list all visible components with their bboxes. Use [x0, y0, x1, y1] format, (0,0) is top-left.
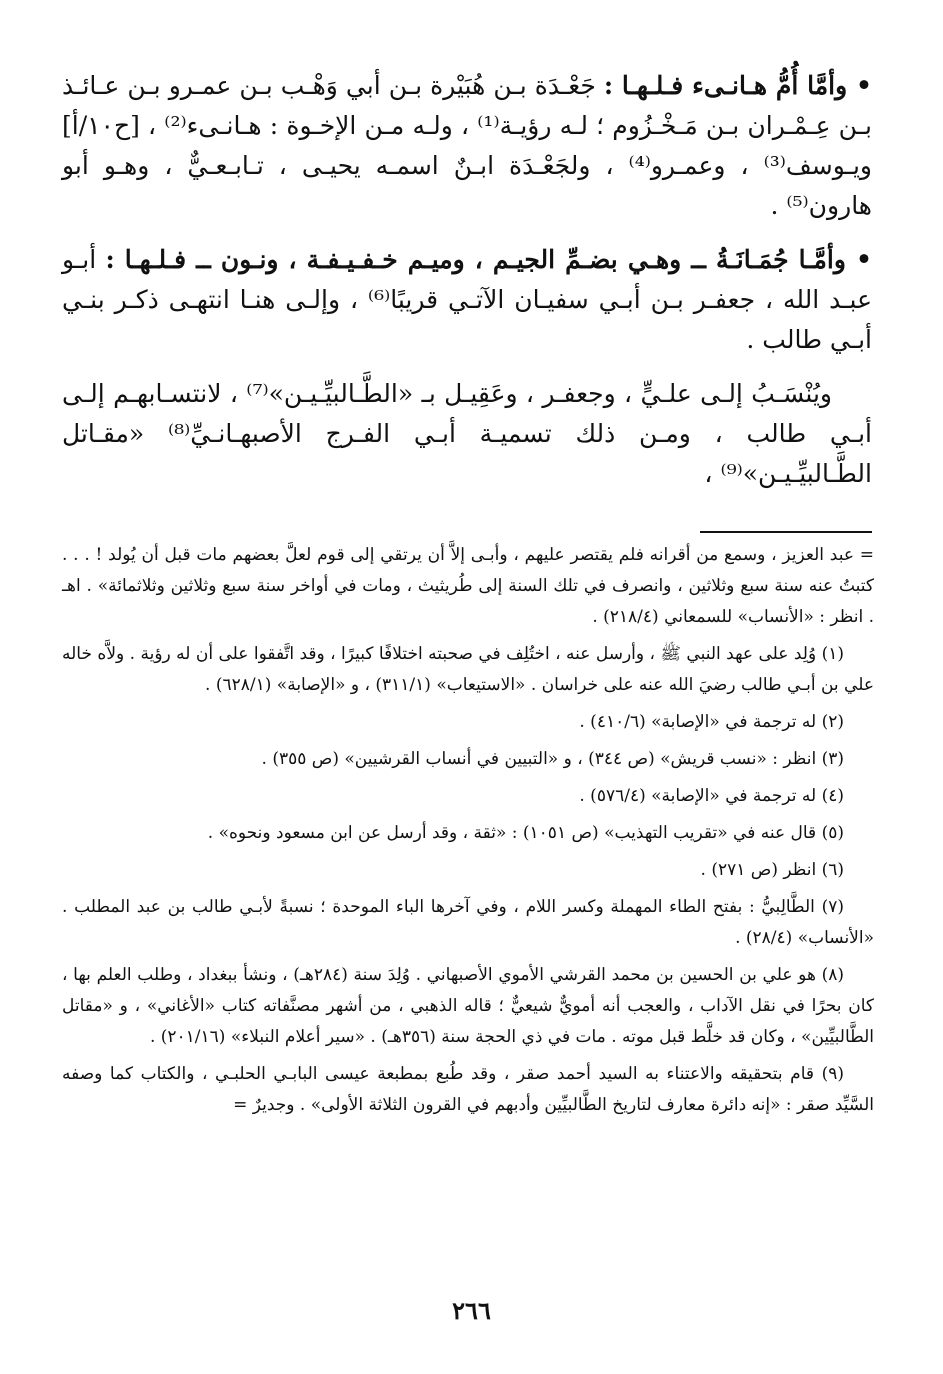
footnote-4: (٤) له ترجمة في «الإصابة» (٥٧٦/٤) . — [579, 786, 844, 806]
paragraph-body: ويُنْسَـبُ إلـى علـيٍّ ، وجعفـر ، وعَقِيـل بـ «الطَّـالبيِّـيـن»⁽⁷⁾ ، لانتسـابهـم إلـى أبـي طالب ، ومـن ذلك تسميـة أبـي الفـرج الأصبهـانـيِّ⁽⁸⁾ «مقـاتل الطَّـالبيِّـيـن»⁽⁹⁾ ، — [62, 379, 872, 488]
footnote-1: (١) وُلِد على عهد النبي ﷺ ، وأرسل عنه ، اختُلِف في صحبته اختلافًا كبيرًا ، وقد اتَّفقوا على أن له رؤية . ولاَّه خاله علي بن أبـي طالب رضيَ الله عنه على خراسان . «الاستيعاب» (٣١١/١) ، و «الإصابة» (٦٢٨/١) . — [62, 644, 874, 695]
footnote-2: (٢) له ترجمة في «الإصابة» (٤١٠/٦) . — [579, 712, 844, 732]
paragraph-talibiyyin — [62, 374, 872, 494]
footnote-5: (٥) قال عنه في «تقريب التهذيب» (ص ١٠٥١) : «ثقة ، وقد أرسل عن ابن مسعود ونحوه» . — [207, 823, 844, 843]
footnote-3: (٣) انظر : «نسب قريش» (ص ٣٤٤) ، و «التبيين في أنساب القرشيين» (ص ٣٥٥) . — [261, 749, 844, 769]
footnotes — [62, 540, 874, 1127]
paragraph-lead: • وأمَّـا جُمَـانَـةُ ــ وهـي بضـمِّ الجيـم ، وميـم خـفـيـفـة ، ونـون ــ فـلـهـا : — [105, 245, 872, 274]
paragraph-jumana — [62, 240, 872, 360]
footnote-6: (٦) انظر (ص ٢٧١) . — [700, 860, 844, 880]
page-number: ٢٦٦ — [452, 1296, 491, 1325]
paragraph-umm-hani — [62, 66, 872, 226]
footnote-8: (٨) هو علي بن الحسين بن محمد القرشي الأموي الأصبهاني . وُلِدَ سنة (٢٨٤هـ) ، ونشأ ببغداد ، وطلب العلم بها ، كان بحرًا في نقل الآداب ، والعجب أنه أمويٌّ شيعيٌّ ؛ قاله الذهبي ، من أشهر مصنَّفاته كتاب «الأغاني» ، و «مقاتل الطَّالبيِّين» ، وكان قد خلَّط قبل موته . مات في ذي الحجة سنة (٣٥٦هـ) . «سير أعلام النبلاء» (٢٠١/١٦) . — [62, 965, 874, 1047]
paragraph-lead: • وأمَّا أُمُّ هـانـىء فـلـهـا : — [603, 71, 872, 100]
footnote-9: (٩) قام بتحقيقه والاعتناء به السيد أحمد صقر ، وقد طُبع بمطبعة عيسى البابـي الحلبـي ، والكتاب كما وصفه السَّيِّد صقر : «إنه دائرة معارف لتاريخ الطَّالبيِّين وأدبهم في القرون الثلاثة الأولى» . وجديرٌ = — [62, 1064, 874, 1115]
footnote-separator — [700, 531, 872, 533]
footnote-7: (٧) الطَّالِبيُّ : بفتح الطاء المهملة وكسر اللام ، وفي آخرها الباء الموحدة ؛ نسبةً لأبـي طالب بن عبد المطلب . «الأنساب» (٢٨/٤) . — [62, 897, 874, 948]
main-text — [62, 66, 872, 508]
paragraph-body: أبـو عبـد الله ، جعفـر بـن أبـي سفيـان الآتـي قريبًا⁽⁶⁾ ، وإلـى هنـا انتهـى ذكـر بنـي أبـي طالب . — [62, 245, 873, 354]
footnote-continuation: = عبد العزيز ، وسمع من أقرانه فلم يقتصر عليهم ، وأبـى إلاَّ أن يرتقي إلى قوم لعلَّ بعضهم مات قبل أن يُولد ! . . . كتبتُ عنه سنة سبع وثلاثين ، وانصرف في تلك السنة إلى طُريثيث ، ومات في أواخر سنة سبع وثلاثين وثلاثمائة» . اهـ . انظر : «الأنساب» للسمعاني (٢١٨/٤) . — [62, 545, 874, 627]
paragraph-body: جَعْـدَة بـن هُبَيْرة بـن أبي وَهْـب بـن عمـرو بـن عـائـذ بـن عِـمْـران بـن مَـخْـزُوم ؛ لـه رؤيـة⁽¹⁾ ، ولـه مـن الإخـوة : هـانـىء⁽²⁾ ، [ح١٠/أ] ويـوسف⁽³⁾ ، وعمـرو⁽⁴⁾ ، ولجَعْـدَة ابـنٌ اسمـه يحيـى ، تـابـعـيٌّ ، وهـو أبو هارون⁽⁵⁾ . — [62, 71, 872, 220]
